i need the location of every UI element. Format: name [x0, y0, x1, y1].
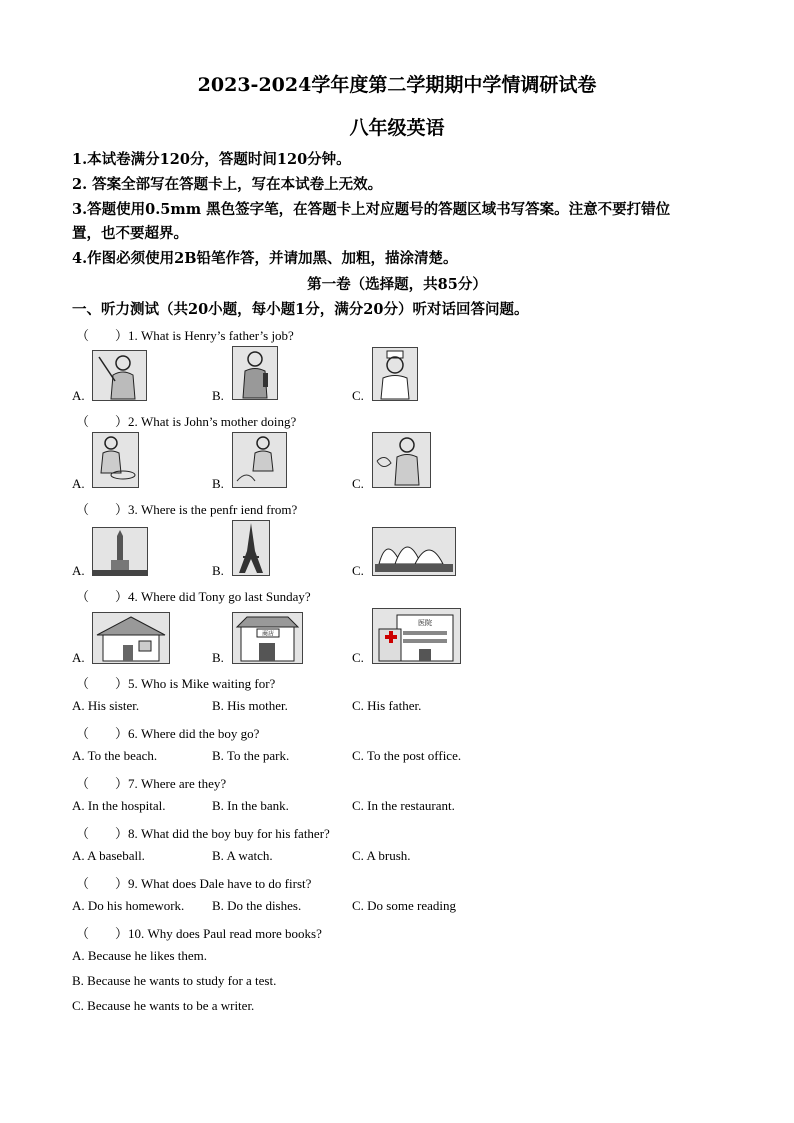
- instruction-2: 2. 答案全部写在答题卡上，写在本试卷上无效。: [72, 176, 383, 193]
- teacher-picture: [92, 350, 147, 401]
- section-title: 一、听力测试（共20小题，每小题1分，满分20分）听对话回答问题。: [72, 301, 529, 318]
- question-10: （ ）10. Why does Paul read more books?: [76, 926, 322, 941]
- q2-option-c[interactable]: C.: [352, 476, 364, 491]
- cooking-picture: [92, 432, 139, 488]
- q6-option-c[interactable]: C. To the post office.: [352, 748, 462, 763]
- instruction-3: 3.答题使用0.5mm 黑色签字笔，在答题卡上对应题号的答题区域书写答案。注意不要打错位: [72, 201, 671, 218]
- part-title: 第一卷（选择题，共85分）: [307, 276, 487, 293]
- q5-option-b[interactable]: B. His mother.: [212, 698, 288, 713]
- q10-option-b[interactable]: B. Because he wants to study for a test.: [72, 973, 277, 988]
- question-4: （ ）4. Where did Tony go last Sunday?: [76, 589, 311, 604]
- q7-option-a[interactable]: A. In the hospital.: [72, 798, 166, 813]
- store-sign-text: 商店: [261, 630, 275, 638]
- q10-option-a[interactable]: A. Because he likes them.: [72, 948, 208, 963]
- question-5: （ ）5. Who is Mike waiting for?: [76, 676, 276, 691]
- q2-option-b[interactable]: B.: [212, 476, 224, 491]
- q8-option-a[interactable]: A. A baseball.: [72, 848, 145, 863]
- q5-option-a[interactable]: A. His sister.: [72, 698, 140, 713]
- question-3: （ ）3. Where is the penfr iend from?: [76, 502, 298, 517]
- q6-option-a[interactable]: A. To the beach.: [72, 748, 158, 763]
- q9-option-b[interactable]: B. Do the dishes.: [212, 898, 302, 913]
- gardening-picture: [232, 432, 287, 488]
- q5-option-c[interactable]: C. His father.: [352, 698, 422, 713]
- doctor-picture: [372, 347, 418, 401]
- q9-option-a[interactable]: A. Do his homework.: [72, 898, 185, 913]
- sydney-opera-house-picture: [372, 527, 456, 576]
- question-6: （ ）6. Where did the boy go?: [76, 726, 260, 741]
- q9-option-c[interactable]: C. Do some reading: [352, 898, 456, 913]
- hospital-picture: [372, 608, 461, 664]
- q3-option-b[interactable]: B.: [212, 563, 224, 578]
- q10-option-c[interactable]: C. Because he wants to be a writer.: [72, 998, 255, 1013]
- question-7: （ ）7. Where are they?: [76, 776, 227, 791]
- waiter-picture: [232, 346, 278, 400]
- instruction-3-cont: 置，也不要超界。: [72, 225, 188, 242]
- question-2: （ ）2. What is John’s mother doing?: [76, 414, 297, 429]
- q4-option-c[interactable]: C.: [352, 650, 364, 665]
- page-subtitle: 八年级英语: [349, 117, 445, 139]
- q8-option-c[interactable]: C. A brush.: [352, 848, 411, 863]
- q3-option-c[interactable]: C.: [352, 563, 364, 578]
- q2-option-a[interactable]: A.: [72, 476, 85, 491]
- q8-option-b[interactable]: B. A watch.: [212, 848, 273, 863]
- instruction-1: 1.本试卷满分120分，答题时间120分钟。: [72, 151, 351, 168]
- hospital-sign-text: 医院: [418, 619, 432, 627]
- washing-picture: [372, 432, 431, 488]
- q7-option-c[interactable]: C. In the restaurant.: [352, 798, 455, 813]
- q7-option-b[interactable]: B. In the bank.: [212, 798, 289, 813]
- instruction-4: 4.作图必须使用2B铅笔作答，并请加黑、加粗，描涂清楚。: [72, 250, 458, 267]
- q4-option-b[interactable]: B.: [212, 650, 224, 665]
- q1-option-a[interactable]: A.: [72, 388, 85, 403]
- statue-of-liberty-picture: [92, 527, 148, 576]
- q3-option-a[interactable]: A.: [72, 563, 85, 578]
- page-title: 2023-2024学年度第二学期期中学情调研试卷: [197, 74, 597, 96]
- q1-option-c[interactable]: C.: [352, 388, 364, 403]
- q6-option-b[interactable]: B. To the park.: [212, 748, 290, 763]
- question-9: （ ）9. What does Dale have to do first?: [76, 876, 312, 891]
- eiffel-tower-picture: [232, 520, 270, 576]
- question-1: （ ）1. What is Henry’s father’s job?: [76, 328, 294, 343]
- question-8: （ ）8. What did the boy buy for his father?: [76, 826, 330, 841]
- house-picture: [92, 612, 170, 664]
- q1-option-b[interactable]: B.: [212, 388, 224, 403]
- store-picture: [232, 612, 303, 664]
- q4-option-a[interactable]: A.: [72, 650, 85, 665]
